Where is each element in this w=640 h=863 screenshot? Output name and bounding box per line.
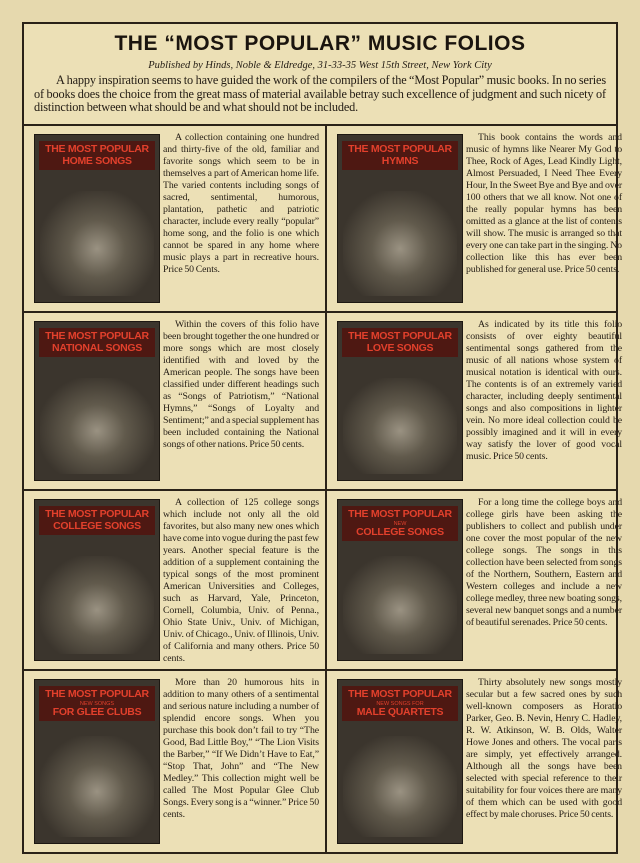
cover-illustration (343, 378, 457, 474)
folio-description: This book contains the words and music of hymns like Nearer My God to Thee, Rock of Ages, Lead Kindly Light, Almost Persuaded, I Need Thee Every Hour, In the Sweet Bye and Bye and over 100 others that we all know. Not one of the really popular hymns has been omitted as a glance at the list of contents will show. The music is arranged so that every one can take part in the singing. No collection like this has ever been published for general use. Price 50 cents. (466, 132, 622, 275)
cover-title: NATIONAL SONGS (52, 341, 142, 354)
folio-description: As indicated by its title this folio consists of over eighty beautiful sentimental songs gathered from the music of all nations whose system of musical notation is identical with ours. The contents is of an extremely varied character, including deeply sentimental songs and also compositions in lighter vein. No more ideal collection could be possibly imagined and it will in every way satisfy the lover of good vocal music. Price 50 cents. (466, 319, 622, 462)
page-title: THE “MOST POPULAR” MUSIC FOLIOS (114, 32, 526, 55)
folio-cover-image (337, 679, 463, 844)
folio-entry (328, 491, 626, 669)
cover-subtitle: NEW (393, 520, 407, 527)
cover-title-top: THE MOST POPULAR (348, 508, 452, 520)
folio-description: For a long time the college boys and college girls have been asking the publishers to collect and publish under one cover the most popular of the new college songs. The songs in this collection have been selected from songs of the Northern, Southern, Eastern and Western colleges and include a new college medley, three new boating songs, several new banquet songs and a number of beautiful serenades. Price 50 cents. (466, 497, 622, 628)
folio-description: A collection of 125 college songs which include not only all the old favorites, but also many new ones which have come into vogue during the past few years. Another special feature is the addition of a supplement containing the typical songs of the most prominent American Universities and Colleges, such as Harvard, Yale, Princeton, Cornell, Columbia, Univ. of Penna., Ohio State Univ., Univ. of Michigan, Univ. of Chicago., Univ. of Illinois, Univ. of California and many others. Price 50 cents. (163, 497, 319, 664)
cover-illustration (343, 191, 457, 296)
folio-entry (328, 126, 626, 311)
cover-title-top: THE MOST POPULAR (45, 143, 149, 155)
cover-title-band (39, 141, 155, 170)
cover-title-top: THE MOST POPULAR (45, 508, 149, 520)
folio-cover-image (337, 499, 463, 661)
cover-illustration (40, 378, 154, 474)
cover-title-band (39, 328, 155, 357)
folio-cover-image (34, 679, 160, 844)
cover-title: FOR GLEE CLUBS (52, 705, 142, 718)
folio-cover-image (34, 134, 160, 303)
cover-title: LOVE SONGS (366, 341, 434, 354)
cover-illustration (343, 556, 457, 654)
cover-illustration (40, 736, 154, 837)
cover-title: COLLEGE SONGS (356, 525, 444, 538)
cover-title: HOME SONGS (62, 154, 132, 167)
cover-title-band (39, 686, 155, 721)
cover-illustration (343, 736, 457, 837)
folio-entry (25, 313, 323, 489)
folio-cover-image (337, 321, 463, 481)
advertisement-page (22, 22, 622, 854)
cover-title-band (342, 141, 458, 170)
folio-entry (25, 491, 323, 669)
folio-entry (328, 671, 626, 852)
cover-title-band (342, 328, 458, 357)
cover-title-top: THE MOST POPULAR (348, 330, 452, 342)
cover-title-band (342, 506, 458, 541)
folio-cover-image (34, 499, 160, 661)
publisher-line: Published by Hinds, Noble & Eldredge, 31-33-35 West 15th Street, New York City (148, 60, 492, 71)
folio-description: More than 20 humorous hits in addition to many others of a sentimental and serious nature including a number of splendid encore songs. When you purchase this book don’t fail to try “The Good, Bad Little Boy,” “The Lion Visits the Barber,” “If We Didn’t Have to Eat,” “Stop That, John” and “The New Medley.” This collection might well be called The Most Popular Glee Club Songs. Every song is a “winner.” Price 50 cents. (163, 677, 319, 820)
folio-cover-image (337, 134, 463, 303)
cover-title: MALE QUARTETS (356, 705, 444, 718)
intro-paragraph: A happy inspiration seems to have guided the work of the compilers of the “Most Popular” music books. In no series of books does the choice from the great mass of material available betray such excellence of judgment and such nicety of distinction between what should be and what should not be included. (34, 73, 606, 114)
cover-subtitle: NEW SONGS (79, 700, 115, 707)
cover-title-top: THE MOST POPULAR (348, 143, 452, 155)
cover-title: COLLEGE SONGS (53, 519, 141, 532)
folio-entry (25, 671, 323, 852)
cover-title-band (39, 506, 155, 535)
folio-entry (328, 313, 626, 489)
folio-cover-image (34, 321, 160, 481)
folio-description: Thirty absolutely new songs mostly secular but a few sacred ones by such well-known composers as Horatio Parker, Geo. B. Nevin, Henry C. Hadley, R. W. Atkinson, W. B. Olds, Walter Howe Jones and others. The vocal parts are simply, yet effectively arranged. Although all the songs have been selected with special reference to their suitability for four voices there are many of them which can be used with good effect by male choruses. Price 50 cents. (466, 677, 622, 820)
cover-title: HYMNS (381, 154, 419, 167)
cover-subtitle: NEW SONGS FOR (376, 700, 424, 707)
column-divider (325, 124, 327, 852)
folio-description: A collection containing one hundred and thirty-five of the old, familiar and favorite songs which seem to be in themselves a part of American home life. The varied contents including songs of sacred, sentimental, humorous, plantation, pathetic and patriotic character, include every really “popular” home song, and the folio is one which cannot be spared in any home where music plays a part in recreative hours. Price 50 Cents. (163, 132, 319, 275)
cover-title-top: THE MOST POPULAR (348, 688, 452, 700)
cover-title-top: THE MOST POPULAR (45, 688, 149, 700)
cover-title-top: THE MOST POPULAR (45, 330, 149, 342)
cover-title-band (342, 686, 458, 721)
folio-entry (25, 126, 323, 311)
cover-illustration (40, 191, 154, 296)
cover-illustration (40, 556, 154, 654)
folio-description: Within the covers of this folio have been brought together the one hundred or more songs which are most closely identified with and loved by the American people. The songs have been classified under different headings such as “Songs of Patriotism,” “National Hymns,” “Songs of Loyalty and Sentiment;” and a special supplement has been included containing the National songs of other nations. Price 50 cents. (163, 319, 319, 450)
